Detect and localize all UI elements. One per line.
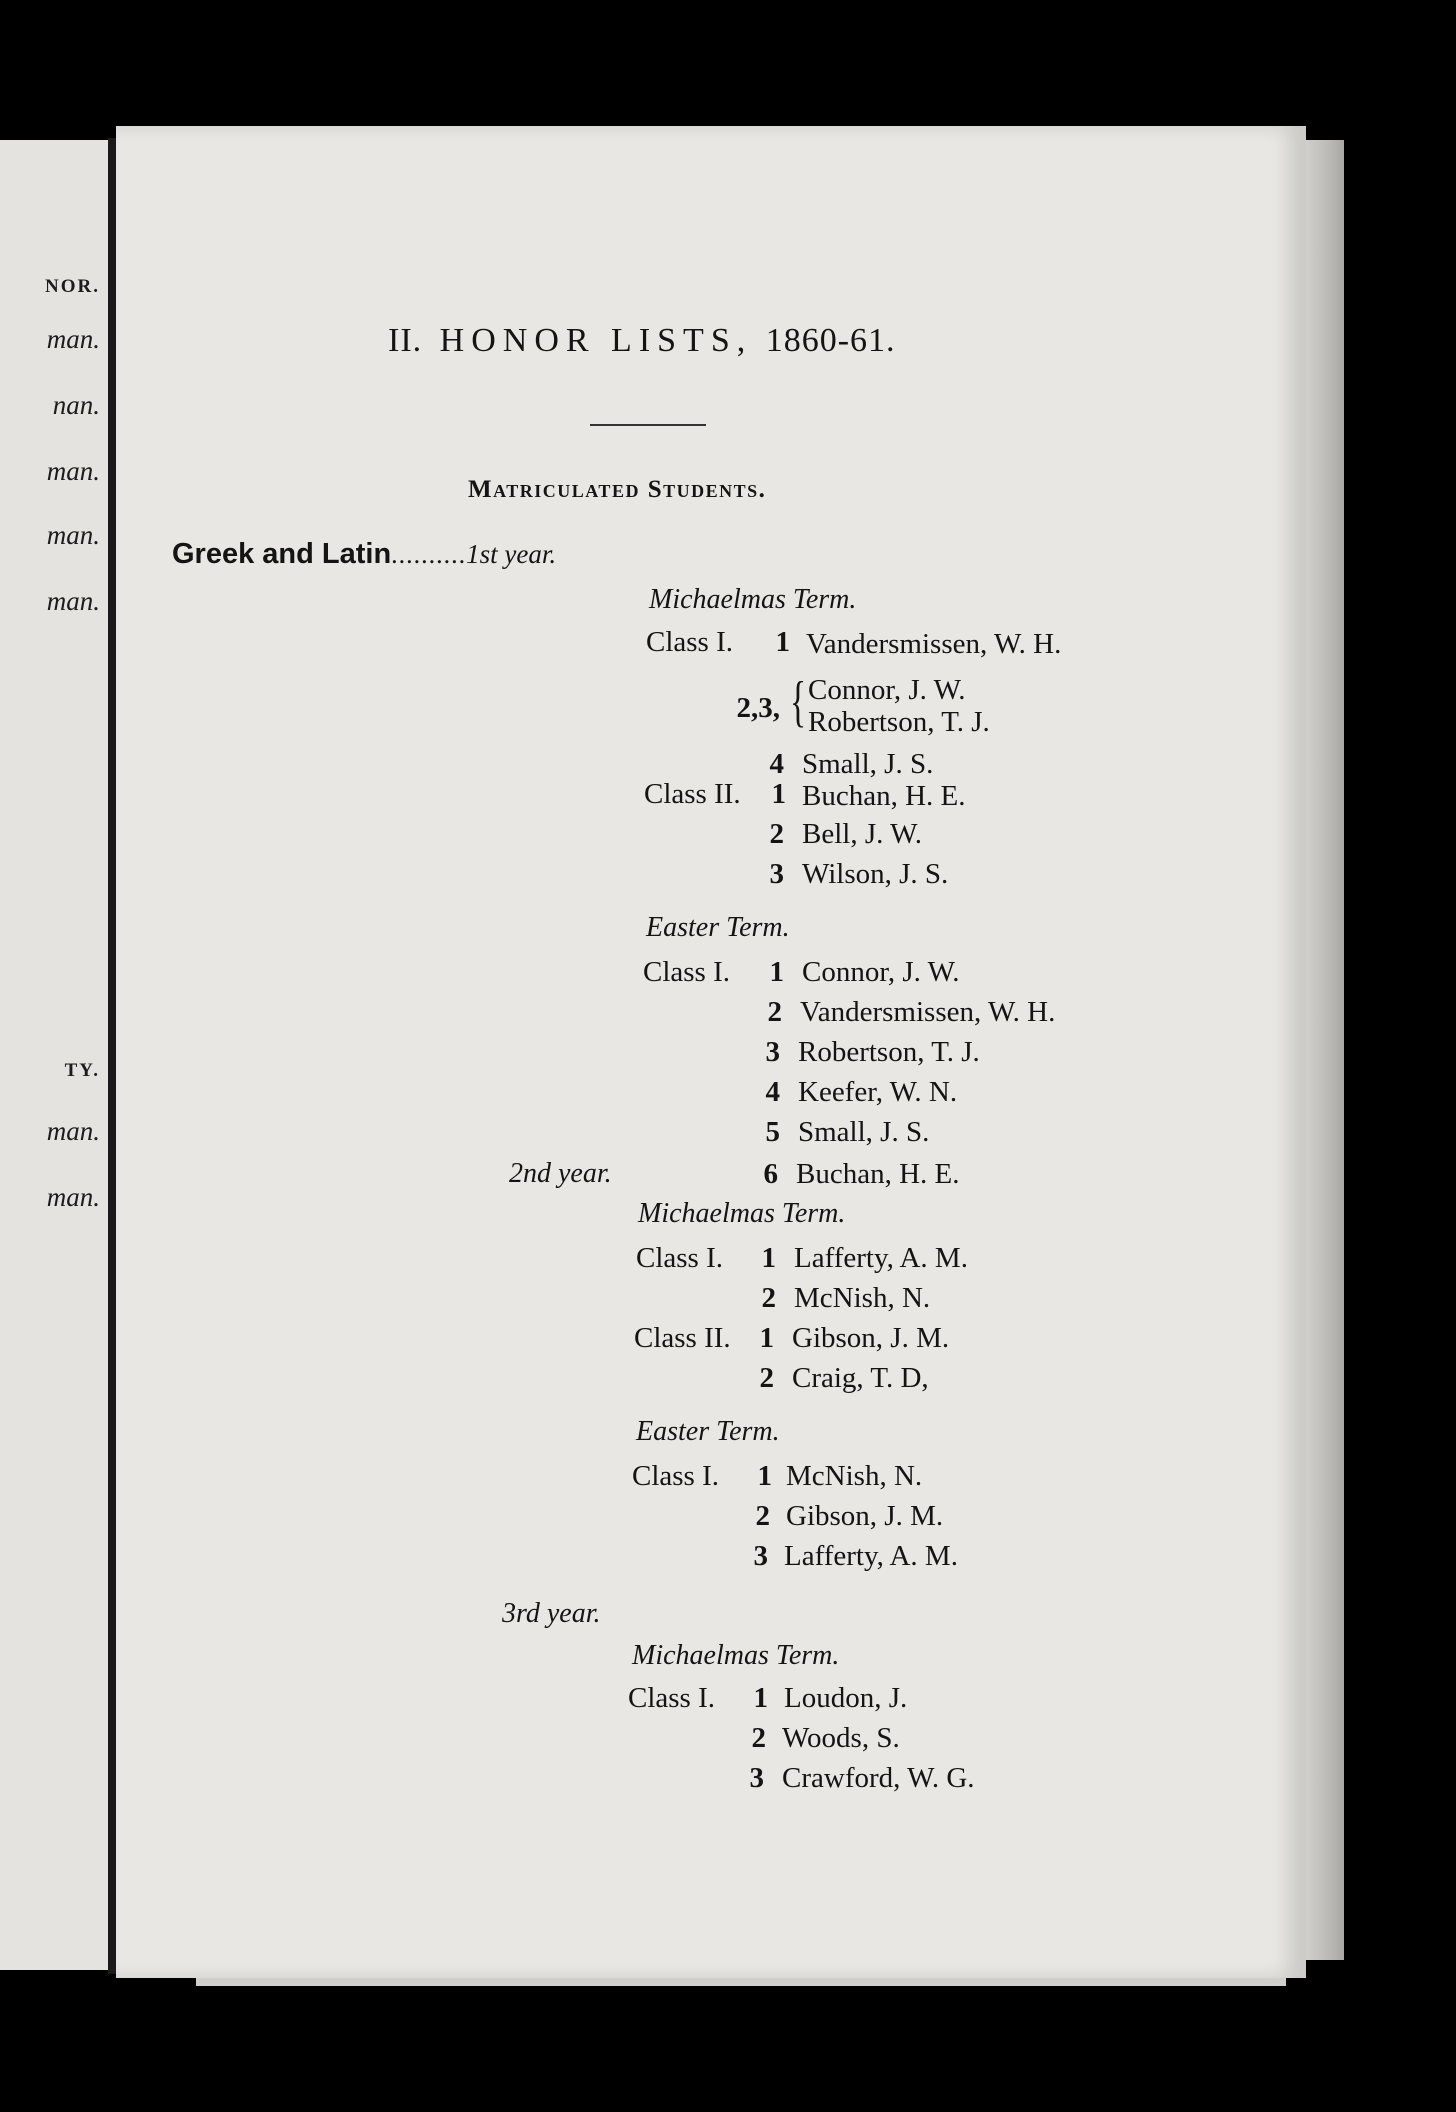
student-name: McNish, N. — [794, 1282, 931, 1314]
grouping-brace: { — [790, 671, 807, 733]
title-text: HONOR LISTS, — [439, 322, 753, 359]
rank-number: 4 — [769, 748, 784, 780]
title-rule — [590, 424, 706, 426]
term-heading: Michaelmas Term. — [632, 1640, 840, 1671]
subheading: Matriculated Students. — [468, 476, 767, 503]
student-name: Vandersmissen, W. H. — [806, 628, 1062, 660]
title-years: 1860-61. — [765, 322, 896, 359]
rank-number: 2 — [767, 996, 782, 1028]
student-name: Robertson, T. J. — [798, 1036, 980, 1068]
rank-number: 1 — [771, 778, 786, 810]
student-name: Woods, S. — [782, 1722, 900, 1754]
left-margin-text: man. — [46, 586, 100, 616]
student-name: Gibson, J. M. — [786, 1500, 944, 1532]
student-name: Bell, J. W. — [802, 818, 923, 850]
document-page — [116, 126, 1306, 1978]
left-margin-text: man. — [46, 1116, 100, 1146]
rank-number: 1 — [757, 1460, 772, 1492]
rank-number: 5 — [765, 1116, 780, 1148]
rank-number: 6 — [763, 1158, 778, 1190]
rank-number: 1 — [769, 956, 784, 988]
student-name: Lafferty, A. M. — [794, 1242, 968, 1274]
student-name: Keefer, W. N. — [798, 1076, 958, 1108]
page-title — [388, 322, 896, 360]
class-label: Class I. — [636, 1242, 723, 1274]
rank-number: 4 — [765, 1076, 780, 1108]
student-name: Craig, T. D, — [792, 1362, 929, 1394]
student-name: Gibson, J. M. — [792, 1322, 950, 1354]
student-name: Lafferty, A. M. — [784, 1540, 958, 1572]
rank-number: 3 — [753, 1540, 768, 1572]
class-label: Class II. — [634, 1322, 731, 1354]
student-name: Buchan, H. E. — [796, 1158, 960, 1190]
rank-number: 2 — [761, 1282, 776, 1314]
rank-number: 3 — [769, 858, 784, 890]
subject-first-year: 1st year. — [466, 539, 557, 569]
class-label: Class I. — [632, 1460, 719, 1492]
student-name: Small, J. S. — [798, 1116, 930, 1148]
class-label: Class I. — [643, 956, 730, 988]
left-page-fragment — [0, 140, 108, 1970]
term-heading: Michaelmas Term. — [638, 1198, 846, 1229]
student-name: Small, J. S. — [802, 748, 934, 780]
student-name: Wilson, J. S. — [802, 858, 949, 890]
rank-number: 2,3, — [736, 692, 780, 724]
left-margin-text: TY. — [64, 1060, 100, 1081]
student-name: Loudon, J. — [784, 1682, 908, 1714]
term-heading: Easter Term. — [646, 912, 790, 943]
rank-number: 1 — [753, 1682, 768, 1714]
rank-number: 1 — [759, 1322, 774, 1354]
class-label: Class I. — [646, 626, 733, 658]
rank-number: 2 — [755, 1500, 770, 1532]
term-heading: Easter Term. — [636, 1416, 780, 1447]
student-name: Crawford, W. G. — [782, 1762, 975, 1794]
rank-number: 3 — [749, 1762, 764, 1794]
class-label: Class I. — [628, 1682, 715, 1714]
rank-number: 3 — [765, 1036, 780, 1068]
term-heading: Michaelmas Term. — [649, 584, 857, 615]
left-margin-text: man. — [46, 324, 100, 354]
student-name: Robertson, T. J. — [808, 706, 990, 738]
rank-number: 1 — [775, 626, 790, 658]
subject-leader: .......... — [391, 540, 467, 569]
student-name: Connor, J. W. — [802, 956, 960, 988]
left-margin-text: nan. — [52, 390, 100, 420]
left-margin-text: man. — [46, 1182, 100, 1212]
left-margin-text: NOR. — [45, 276, 100, 297]
subject-name: Greek and Latin — [172, 538, 392, 570]
rank-number: 1 — [761, 1242, 776, 1274]
rank-number: 2 — [769, 818, 784, 850]
year-label: 3rd year. — [502, 1598, 601, 1629]
left-margin-text: man. — [46, 456, 100, 486]
subject-line — [172, 538, 556, 571]
section-number: II. — [388, 322, 423, 359]
student-name: Connor, J. W. — [808, 674, 966, 706]
left-margin-text: man. — [46, 520, 100, 550]
class-label: Class II. — [644, 778, 741, 810]
rank-number: 2 — [759, 1362, 774, 1394]
year-label: 2nd year. — [509, 1158, 612, 1189]
student-name: Vandersmissen, W. H. — [800, 996, 1056, 1028]
student-name: Buchan, H. E. — [802, 780, 966, 812]
rank-number: 2 — [751, 1722, 766, 1754]
student-name: McNish, N. — [786, 1460, 923, 1492]
